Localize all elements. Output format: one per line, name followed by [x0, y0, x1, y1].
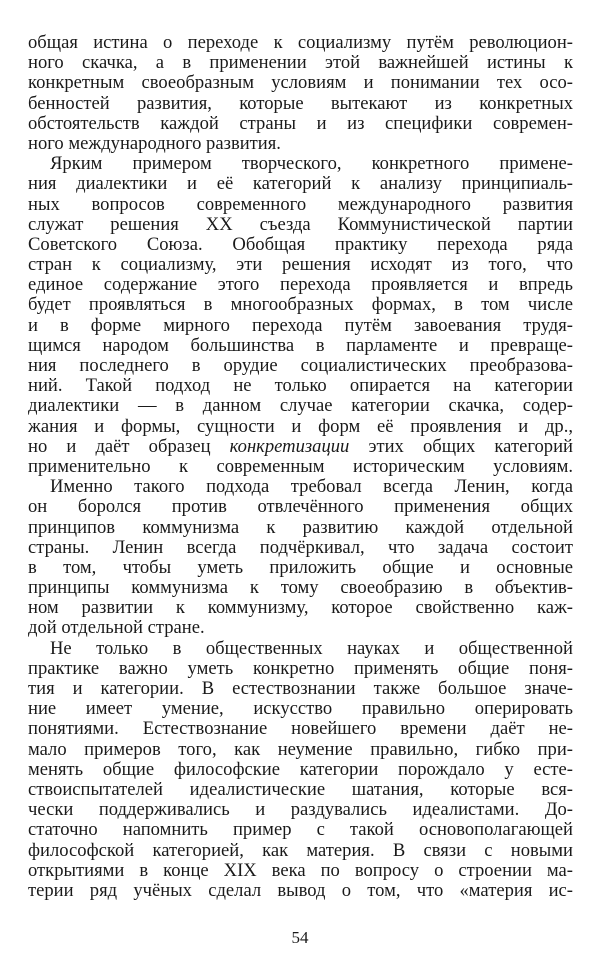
- text-line: тия и категории. В естествознании также большое значе-: [28, 678, 573, 699]
- text-line: ного международного развития.: [28, 132, 281, 154]
- text-line: Именно такого подхода требовал всегда Ленин, когда: [50, 476, 573, 498]
- paragraph: [28, 477, 573, 639]
- text-line: диалектики — в данном случае категории скачка, содер-: [28, 395, 573, 417]
- emphasized-text: конкретизации: [229, 435, 350, 457]
- text-line: менять общие философские категории порождало у есте-: [28, 758, 573, 780]
- text-line: ний. Такой подход не только опирается на категории: [28, 375, 573, 397]
- text-line: Ярким примером творческого, конкретного примене-: [50, 153, 573, 175]
- text-line: ния последнего в орудие социалистических преобразова-: [28, 355, 573, 376]
- body-text: [28, 33, 573, 901]
- text-line: практике важно уметь конкретно применять общие поня-: [28, 657, 573, 679]
- text-line: страны. Ленин всегда подчёркивал, что задача состоит: [28, 536, 573, 558]
- text-line: открытиями в конце XIX века по вопросу о строении ма-: [28, 859, 573, 881]
- text-span: этих общих категорий: [349, 435, 573, 457]
- text-line: философской категорией, как материя. В связи с новыми: [28, 839, 573, 861]
- text-line: принципов коммунизма к развитию каждой отдельной: [28, 516, 573, 538]
- text-line: он боролся против отвлечённого применения общих: [28, 496, 573, 518]
- text-line: дой отдельной стране.: [28, 617, 205, 639]
- text-line: мало примеров того, как неумение правильно, гибко при-: [28, 738, 573, 760]
- text-line: бенностей развития, которые вытекают из конкретных: [28, 92, 573, 114]
- text-line: ние имеет умение, искусство правильно оперировать: [28, 698, 573, 720]
- text-line: в том, чтобы уметь приложить общие и основные: [28, 556, 573, 578]
- text-line: единое содержание этого перехода проявляется и впредь: [28, 274, 573, 296]
- text-line: применительно к современным историческим условиям.: [28, 455, 573, 477]
- text-line: статочно напомнить пример с такой основополагающей: [28, 819, 573, 841]
- text-line: принципы коммунизма к тому своеобразию в объектив-: [28, 577, 573, 599]
- text-line: общая истина о переходе к социализму путём революцион-: [28, 32, 573, 53]
- text-line: ствоиспытателей идеалистические шатания, которые вся-: [28, 778, 573, 800]
- text-line: будет проявляться в многообразных формах, в том числе: [28, 294, 573, 316]
- text-line: служат решения XX съезда Коммунистической партии: [28, 213, 573, 235]
- text-line: чески поддерживались и раздувались идеалистами. До-: [28, 799, 573, 821]
- text-line: ных вопросов современного международного развития: [28, 193, 573, 215]
- text-line: стран к социализму, эти решения исходят из того, что: [28, 254, 573, 276]
- paragraph: [28, 639, 573, 901]
- paragraph: [28, 154, 573, 477]
- text-line: жания и формы, сущности и форм её проявления и др.,: [28, 415, 573, 437]
- text-line: [28, 437, 573, 457]
- text-line: Не только в общественных науках и общественной: [50, 637, 573, 659]
- text-span: но и даёт образец: [28, 435, 230, 457]
- text-line: щимся народом большинства в парламенте и превраще-: [28, 334, 573, 356]
- text-line: конкретным своеобразным условиям и понимании тех осо-: [28, 72, 573, 94]
- text-line: Советского Союза. Обобщая практику перехода ряда: [28, 233, 573, 255]
- text-line: ного скачка, а в применении этой важнейшей истины к: [28, 52, 573, 74]
- text-line: ния диалектики и её категорий к анализу принципиаль-: [28, 173, 573, 195]
- text-line: ном развитии к коммунизму, которое свойственно каж-: [28, 597, 573, 619]
- text-line: понятиями. Естествознание новейшего времени даёт не-: [28, 718, 573, 740]
- text-line: обстоятельств каждой страны и из специфики современ-: [28, 112, 573, 134]
- text-line: терии ряд учёных сделал вывод о том, что «материя ис-: [28, 879, 573, 901]
- text-line: и в форме мирного перехода путём завоевания трудя-: [28, 314, 573, 336]
- paragraph: [28, 33, 573, 154]
- page-number: 54: [291, 928, 309, 947]
